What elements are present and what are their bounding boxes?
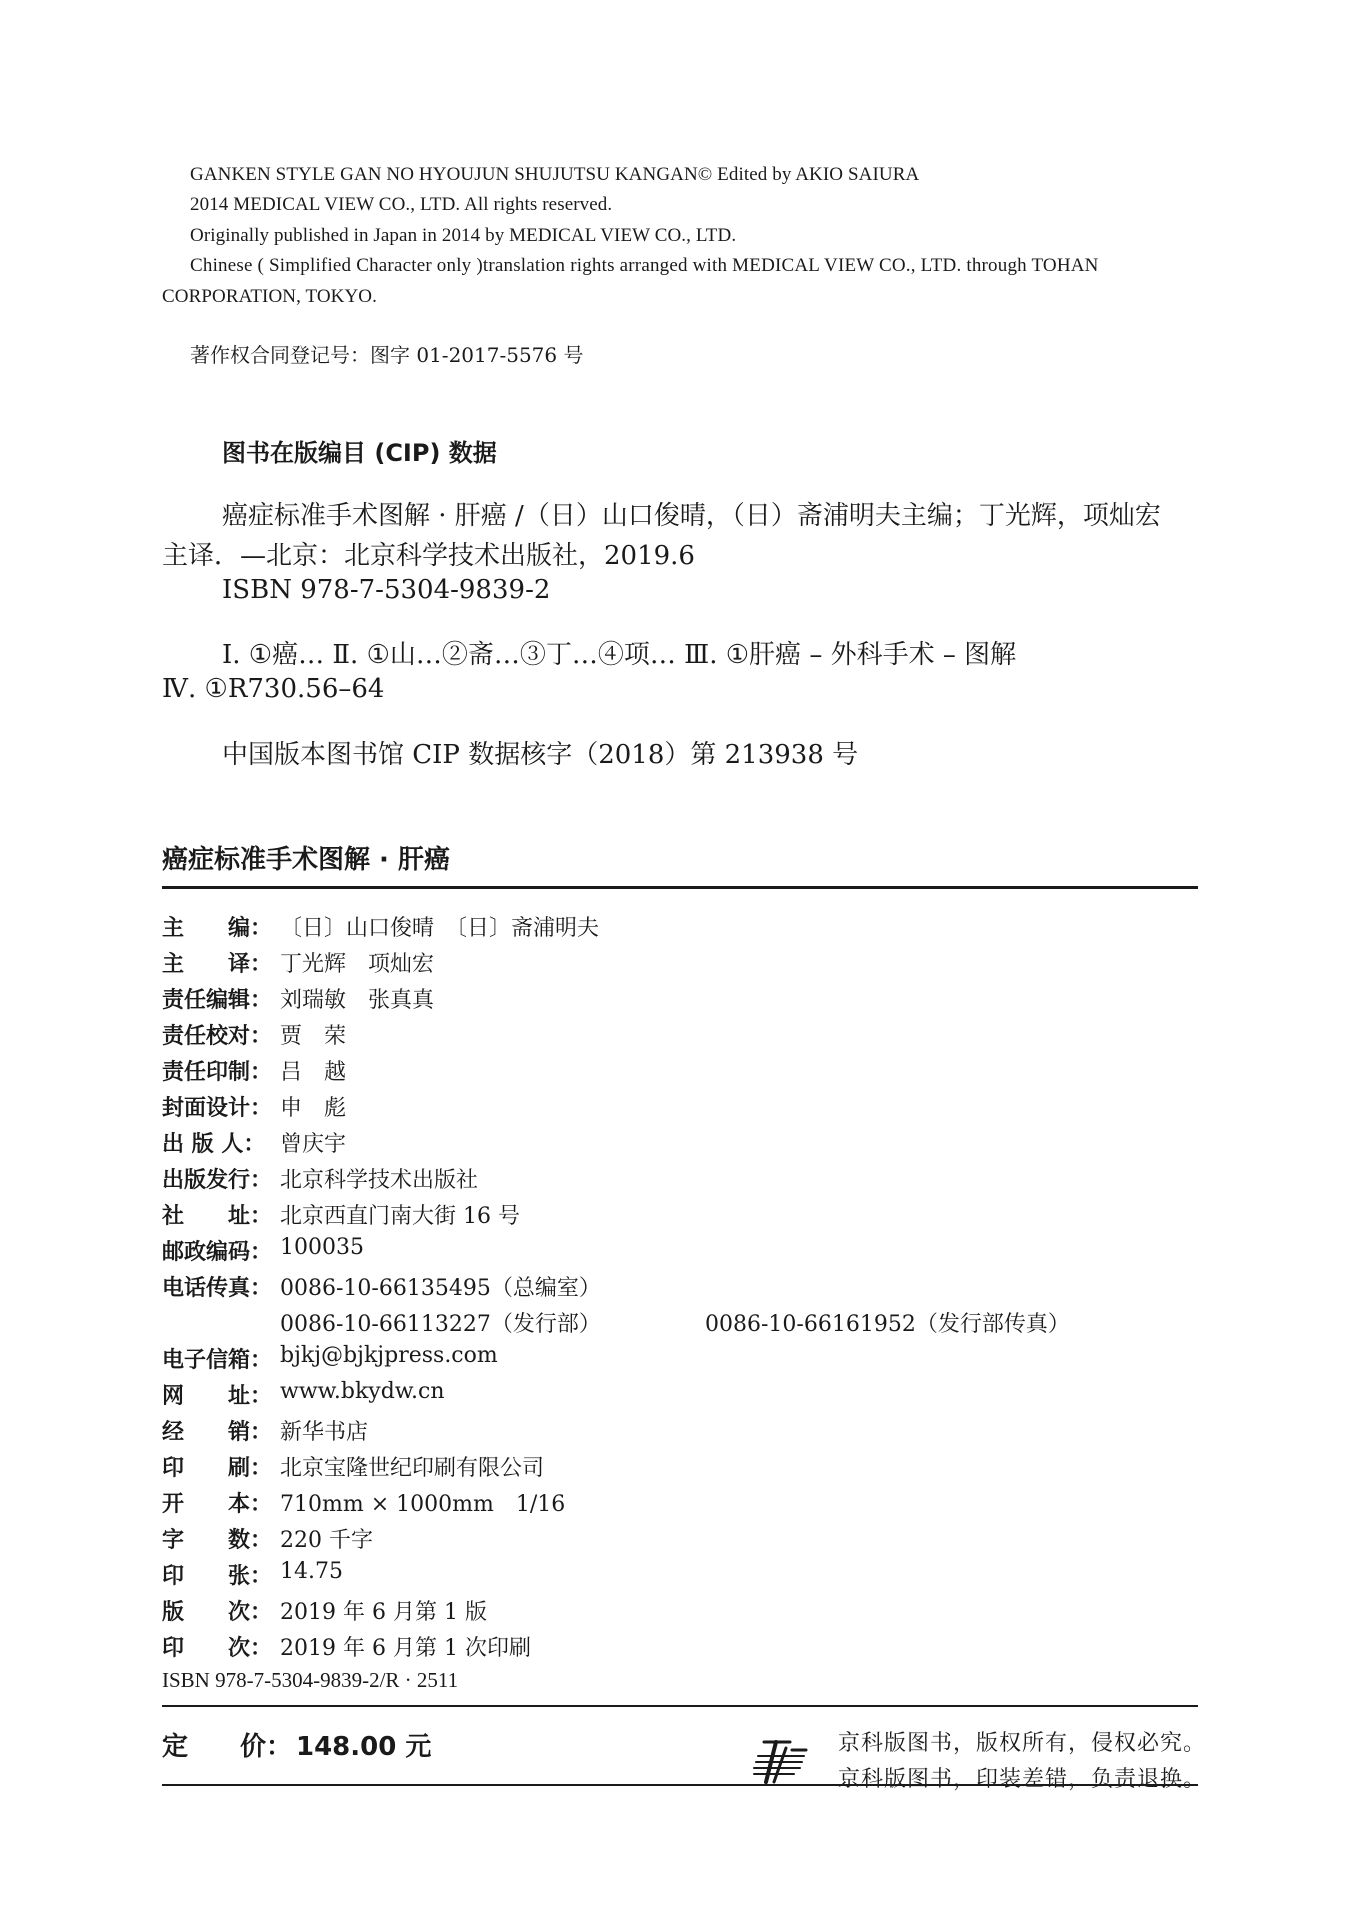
credit-value-word-count: 220 千字	[280, 1528, 373, 1553]
final-isbn: ISBN 978-7-5304-9839-2/R · 2511	[162, 1668, 459, 1692]
cip-entry-line-1: 癌症标准手术图解 · 肝癌 /（日）山口俊晴，（日）斋浦明夫主编；丁光辉，项灿宏	[222, 501, 1161, 531]
credit-label-editor: 主 编：	[162, 916, 273, 941]
credit-value-phone-1: 0086-10-66135495（总编室）	[280, 1276, 601, 1301]
copyright-registration: 著作权合同登记号：图字 01-2017-5576 号	[190, 343, 584, 367]
credit-label-translator: 主 译：	[162, 952, 273, 977]
credit-value-edition: 2019 年 6 月第 1 版	[280, 1600, 487, 1625]
credit-value-print-manager: 吕 越	[280, 1060, 347, 1085]
credit-label-sheets: 印 张：	[162, 1564, 273, 1589]
credit-value-cover-design: 申 彪	[280, 1096, 347, 1121]
credit-label-postcode: 邮政编码：	[162, 1240, 273, 1265]
price-top-divider	[162, 1705, 1198, 1707]
credit-label-phone: 电话传真：	[162, 1276, 273, 1301]
credit-label-cover-design: 封面设计：	[162, 1096, 273, 1121]
credit-label-email: 电子信箱：	[162, 1348, 273, 1373]
price-label: 定 价：	[162, 1732, 293, 1762]
credit-value-proofreader: 贾 荣	[280, 1024, 347, 1049]
cip-subjects-line-2: Ⅳ. ①R730.56–64	[162, 674, 385, 704]
credit-label-format: 开 本：	[162, 1492, 273, 1517]
credit-value-translator: 丁光辉 项灿宏	[280, 952, 435, 977]
credit-value-sheets: 14.75	[280, 1559, 343, 1584]
book-title: 癌症标准手术图解 · 肝癌	[162, 845, 450, 875]
cip-entry-line-2: 主译．—北京：北京科学技术出版社，2019.6	[162, 541, 695, 571]
price-value: 148.00 元	[296, 1732, 432, 1762]
credit-label-printer: 印 刷：	[162, 1456, 273, 1481]
credit-value-fax: 0086-10-66161952（发行部传真）	[705, 1312, 1070, 1337]
credit-value-email: bjkj@bjkjpress.com	[280, 1343, 498, 1368]
copyright-line-3: Originally published in Japan in 2014 by MEDICAL VIEW CO., LTD.	[190, 225, 737, 246]
credit-label-publisher: 出版发行：	[162, 1168, 273, 1193]
credit-value-distributor: 新华书店	[280, 1420, 369, 1445]
credit-value-printing: 2019 年 6 月第 1 次印刷	[280, 1636, 531, 1661]
credit-value-postcode: 100035	[280, 1235, 364, 1260]
credit-value-responsible-editor: 刘瑞敏 张真真	[280, 988, 435, 1013]
credit-label-printing: 印 次：	[162, 1636, 273, 1661]
credit-value-publisher-person: 曾庆宇	[280, 1132, 347, 1157]
copyright-line-1: GANKEN STYLE GAN NO HYOUJUN SHUJUTSU KANGAN© Edited by AKIO SAIURA	[190, 164, 920, 185]
cip-subjects-line-1: Ⅰ. ①癌… Ⅱ. ①山…②斋…③丁…④项… Ⅲ. ①肝癌 – 外科手术 – 图解	[222, 640, 1017, 670]
credit-value-website: www.bkydw.cn	[280, 1379, 445, 1404]
credit-label-edition: 版 次：	[162, 1600, 273, 1625]
credit-value-address: 北京西直门南大街 16 号	[280, 1204, 520, 1229]
credit-value-printer: 北京宝隆世纪印刷有限公司	[280, 1456, 545, 1481]
credit-value-format: 710mm × 1000mm 1/16	[280, 1492, 566, 1517]
credit-label-print-manager: 责任印制：	[162, 1060, 273, 1085]
credit-value-phone-2: 0086-10-66113227（发行部）	[280, 1312, 601, 1337]
cip-verification: 中国版本图书馆 CIP 数据核字（2018）第 213938 号	[222, 740, 859, 770]
publisher-notice-line-1: 京科版图书，版权所有，侵权必究。	[838, 1731, 1207, 1756]
credit-label-address: 社 址：	[162, 1204, 273, 1229]
publisher-logo-icon	[752, 1738, 810, 1786]
cip-heading: 图书在版编目 (CIP) 数据	[222, 439, 497, 467]
credit-label-website: 网 址：	[162, 1384, 273, 1409]
publisher-notice-line-2: 京科版图书，印装差错，负责退换。	[838, 1767, 1207, 1792]
copyright-line-4b: CORPORATION, TOKYO.	[162, 286, 377, 307]
cip-isbn: ISBN 978-7-5304-9839-2	[222, 575, 551, 605]
credit-label-word-count: 字 数：	[162, 1528, 273, 1553]
credit-label-publisher-person: 出 版 人：	[162, 1132, 266, 1157]
copyright-line-4a: Chinese ( Simplified Character only )translation rights arranged with MEDICAL VIEW CO., LTD. through TOHAN	[190, 255, 1099, 276]
credit-value-editor: 〔日〕山口俊晴 〔日〕斋浦明夫	[280, 916, 600, 941]
credit-label-responsible-editor: 责任编辑：	[162, 988, 273, 1013]
title-divider	[162, 886, 1198, 889]
credit-label-distributor: 经 销：	[162, 1420, 273, 1445]
copyright-line-2: 2014 MEDICAL VIEW CO., LTD. All rights reserved.	[190, 194, 613, 215]
credit-label-proofreader: 责任校对：	[162, 1024, 273, 1049]
credit-value-publisher: 北京科学技术出版社	[280, 1168, 479, 1193]
